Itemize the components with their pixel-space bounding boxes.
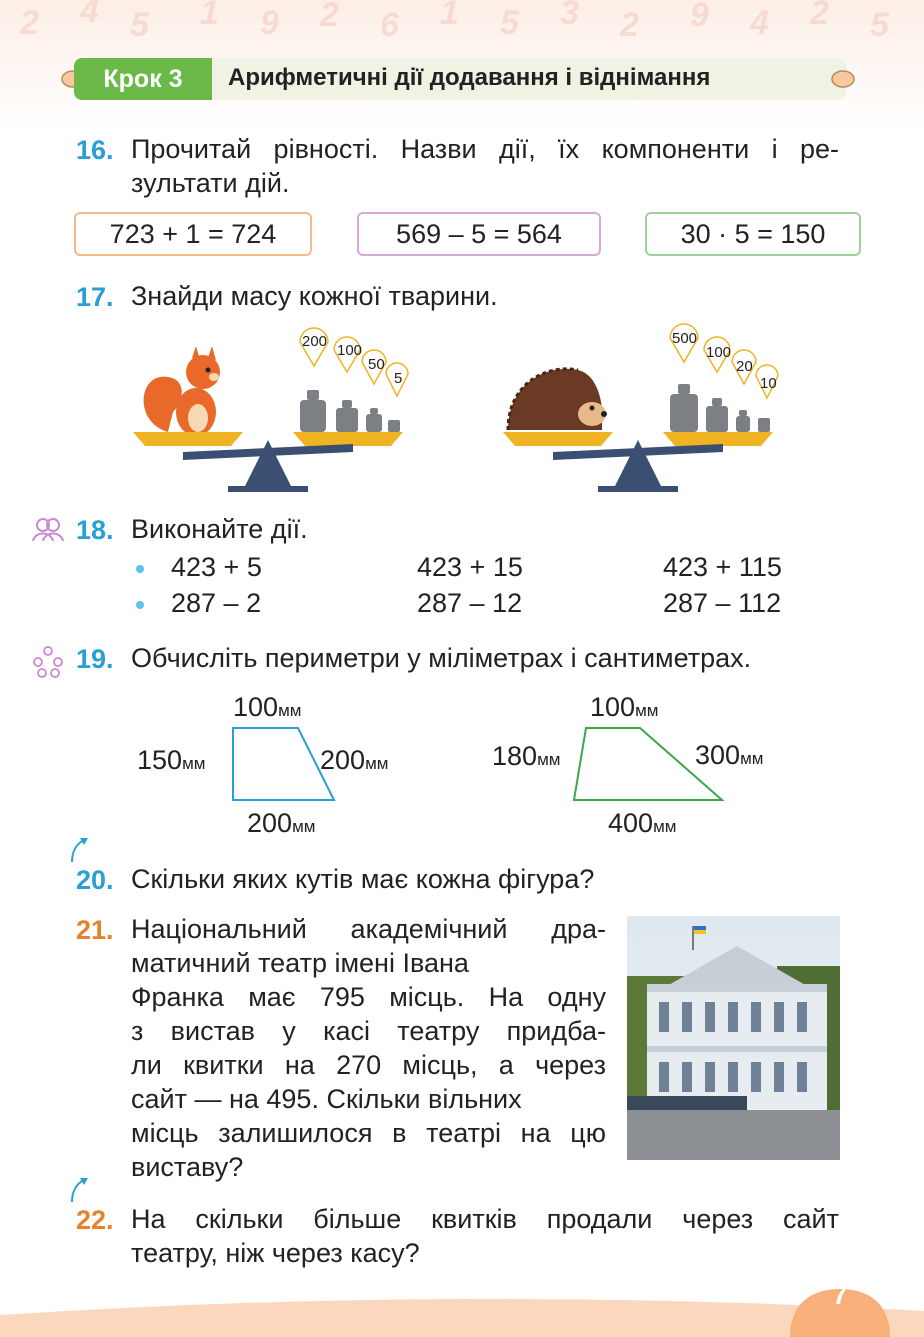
hand-icon (830, 66, 856, 92)
pair-work-icon (30, 515, 66, 545)
task-number-19: 19. (76, 644, 114, 674)
page-number: 7 (832, 1280, 848, 1310)
weight-label: 50 (368, 356, 385, 373)
side-label-top: 100мм (233, 692, 302, 722)
equation-box-1: 723 + 1 = 724 (74, 212, 312, 256)
task-number-17: 17. (76, 282, 114, 312)
step-badge: Крок 3 (74, 58, 212, 100)
weight-label: 200 (302, 333, 328, 350)
weight-label: 10 (760, 375, 777, 392)
arrow-icon (68, 1176, 90, 1204)
expression: 423 + 15 (417, 552, 523, 582)
expression: 287 – 12 (417, 588, 523, 618)
theatre-photo (627, 916, 840, 1160)
footer-wave (0, 1285, 924, 1337)
group-work-icon (30, 644, 66, 680)
bullet (136, 565, 144, 573)
side-label-left: 180мм (492, 741, 561, 771)
bullet (136, 601, 144, 609)
expression: 423 + 5 (171, 552, 262, 582)
section-title: Арифметичні дії додавання і віднімання (228, 64, 711, 91)
task-22-text-line2: театру, ніж через касу? (131, 1238, 420, 1268)
task-21-text: Національний академічний дра- матичний театр імені Івана Франка має 795 місць. На одну з вистав у касі театру придба- ли квитки на 270 місць, а через сайт — на 495. Скільки вільних місць залишилося в театрі на цю виставу? (131, 914, 606, 1182)
task-number-21: 21. (76, 915, 114, 945)
task-22-text-line1: На скільки більше квитків продали через сайт (131, 1204, 839, 1234)
task-18-text: Виконайте дії. (131, 514, 308, 544)
equation-box-2: 569 – 5 = 564 (357, 212, 601, 256)
section-header (64, 56, 854, 102)
task-17-text: Знайди масу кожної тварини. (131, 281, 498, 311)
decorative-digits: 2 4 5 1 9 2 6 1 5 3 2 9 4 2 5 (20, 0, 889, 44)
arrow-icon (68, 836, 90, 864)
weight-label: 100 (706, 344, 732, 361)
hedgehog-icon (508, 369, 607, 430)
weight-label: 20 (736, 358, 753, 375)
side-label-top: 100мм (590, 692, 659, 722)
expression: 287 – 112 (663, 588, 782, 618)
weight-label: 500 (672, 330, 698, 347)
side-label-right: 200мм (320, 745, 389, 775)
side-label-left: 150мм (137, 745, 206, 775)
side-label-bottom: 200мм (247, 808, 316, 838)
squirrel-icon (144, 346, 220, 436)
task-19-text: Обчисліть периметри у міліметрах і сантиметрах. (131, 643, 752, 673)
weight-label: 5 (394, 370, 403, 387)
weight-label: 100 (337, 342, 363, 359)
task-number-22: 22. (76, 1205, 114, 1235)
expression: 423 + 115 (663, 552, 782, 582)
task-16-text-line1: Прочитай рівності. Назви дії, їх компоненти і ре- (131, 134, 839, 164)
task-16-text-line2: зультати дій. (131, 168, 290, 198)
side-label-right: 300мм (695, 740, 764, 770)
task-number-16: 16. (76, 135, 114, 165)
task-20-text: Скільки яких кутів має кожна фігура? (131, 864, 595, 894)
task-number-18: 18. (76, 515, 114, 545)
task-number-20: 20. (76, 865, 114, 895)
side-label-bottom: 400мм (608, 808, 677, 838)
expression: 287 – 2 (171, 588, 262, 618)
equation-box-3: 30 · 5 = 150 (645, 212, 861, 256)
